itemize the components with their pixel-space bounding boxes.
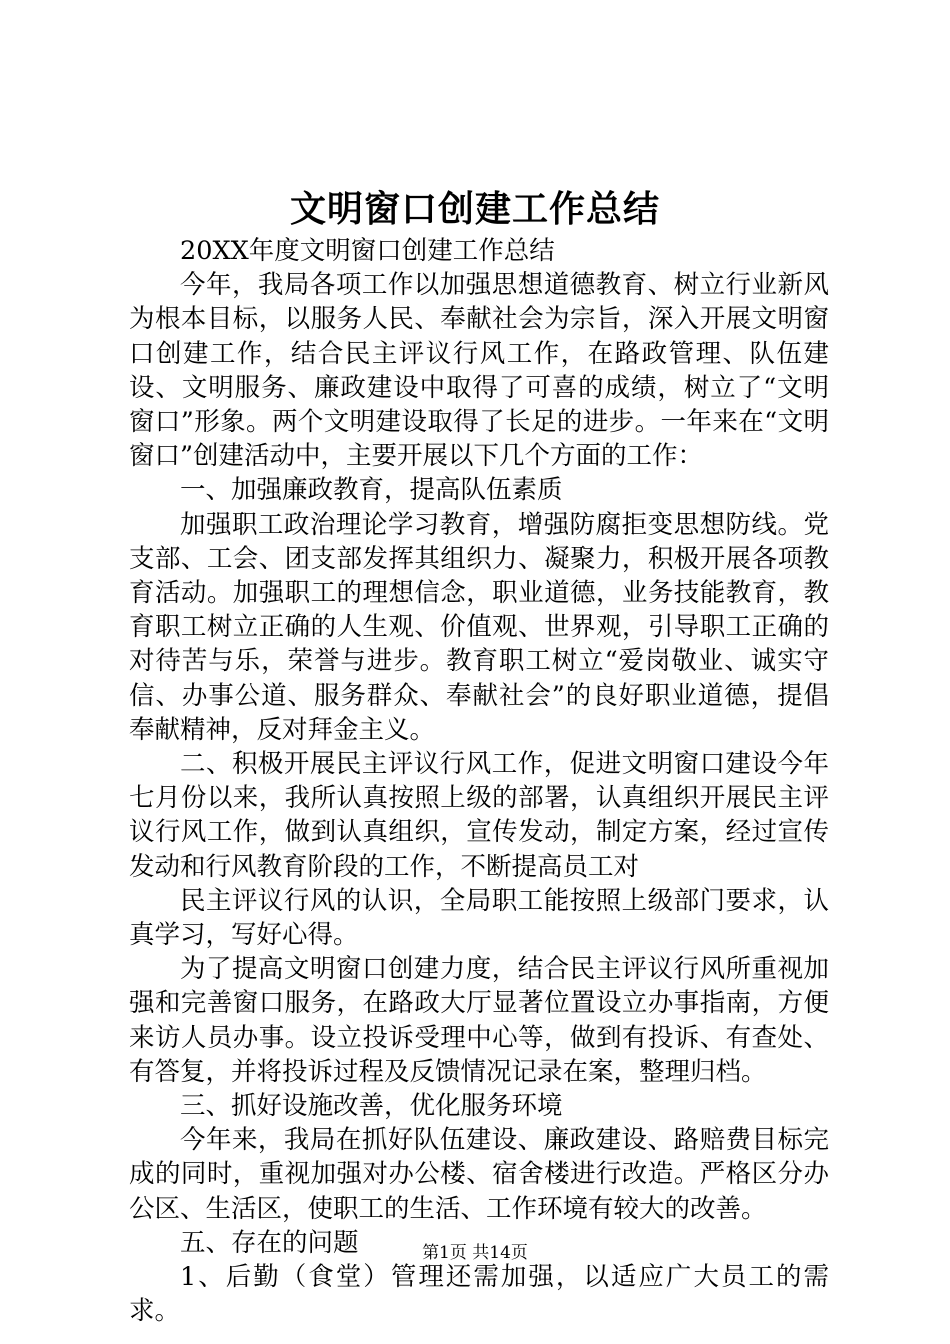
section-2-paragraph-a: 民主评议行风的认识，全局职工能按照上级部门要求，认真学习，写好心得。: [129, 885, 829, 951]
section-heading-2: 二、积极开展民主评议行风工作，促进文明窗口建设今年七月份以来，我所认真按照上级的部署，认真组织开展民主评议行风工作，做到认真组织，宣传发动，制定方案，经过宣传发动和行风教育阶段的工作，不断提高员工对: [129, 749, 829, 882]
page-number-footer: 第1页 共14页: [422, 1243, 528, 1263]
document-title: 文明窗口创建工作总结: [289, 188, 660, 230]
section-heading-3: 三、抓好设施改善，优化服务环境: [180, 1091, 563, 1122]
section-heading-1: 一、加强廉政教育，提高队伍素质: [180, 475, 563, 506]
intro-paragraph: 今年，我局各项工作以加强思想道德教育、树立行业新风为根本目标，以服务人民、奉献社会为宗旨，深入开展文明窗口创建工作，结合民主评议行风工作，在路政管理、队伍建设、文明服务、廉政建设中取得了可喜的成绩，树立了“文明窗口”形象。两个文明建设取得了长足的进步。一年来在“文明窗口”创建活动中，主要开展以下几个方面的工作：: [129, 270, 829, 472]
document-body: [129, 234, 829, 1329]
section-1-paragraph: 加强职工政治理论学习教育，增强防腐拒变思想防线。党支部、工会、团支部发挥其组织力、凝聚力，积极开展各项教育活动。加强职工的理想信念，职业道德，业务技能教育，教育职工树立正确的人生观、价值观、世界观，引导职工正确的对待苦与乐，荣誉与进步。教育职工树立“爱岗敬业、诚实守信、办事公道、服务群众、奉献社会”的良好职业道德，提倡奉献精神，反对拜金主义。: [129, 509, 829, 745]
section-2-paragraph-b: 为了提高文明窗口创建力度，结合民主评议行风所重视加强和完善窗口服务，在路政大厅显著位置设立办事指南，方便来访人员办事。设立投诉受理中心等，做到有投诉、有查处、有答复，并将投诉过程及反馈情况记录在案，整理归档。: [129, 954, 829, 1087]
subtitle-paragraph: 20XX年度文明窗口创建工作总结: [180, 236, 555, 266]
issue-item-1: 1、后勤（食堂）管理还需加强，以适应广大员工的需求。: [129, 1262, 829, 1327]
section-3-paragraph: 今年来，我局在抓好队伍建设、廉政建设、路赔费目标完成的同时，重视加强对办公楼、宿舍楼进行改造。严格区分办公区、生活区，使职工的生活、工作环境有较大的改善。: [129, 1125, 829, 1224]
section-heading-5: 五、存在的问题: [180, 1227, 359, 1258]
